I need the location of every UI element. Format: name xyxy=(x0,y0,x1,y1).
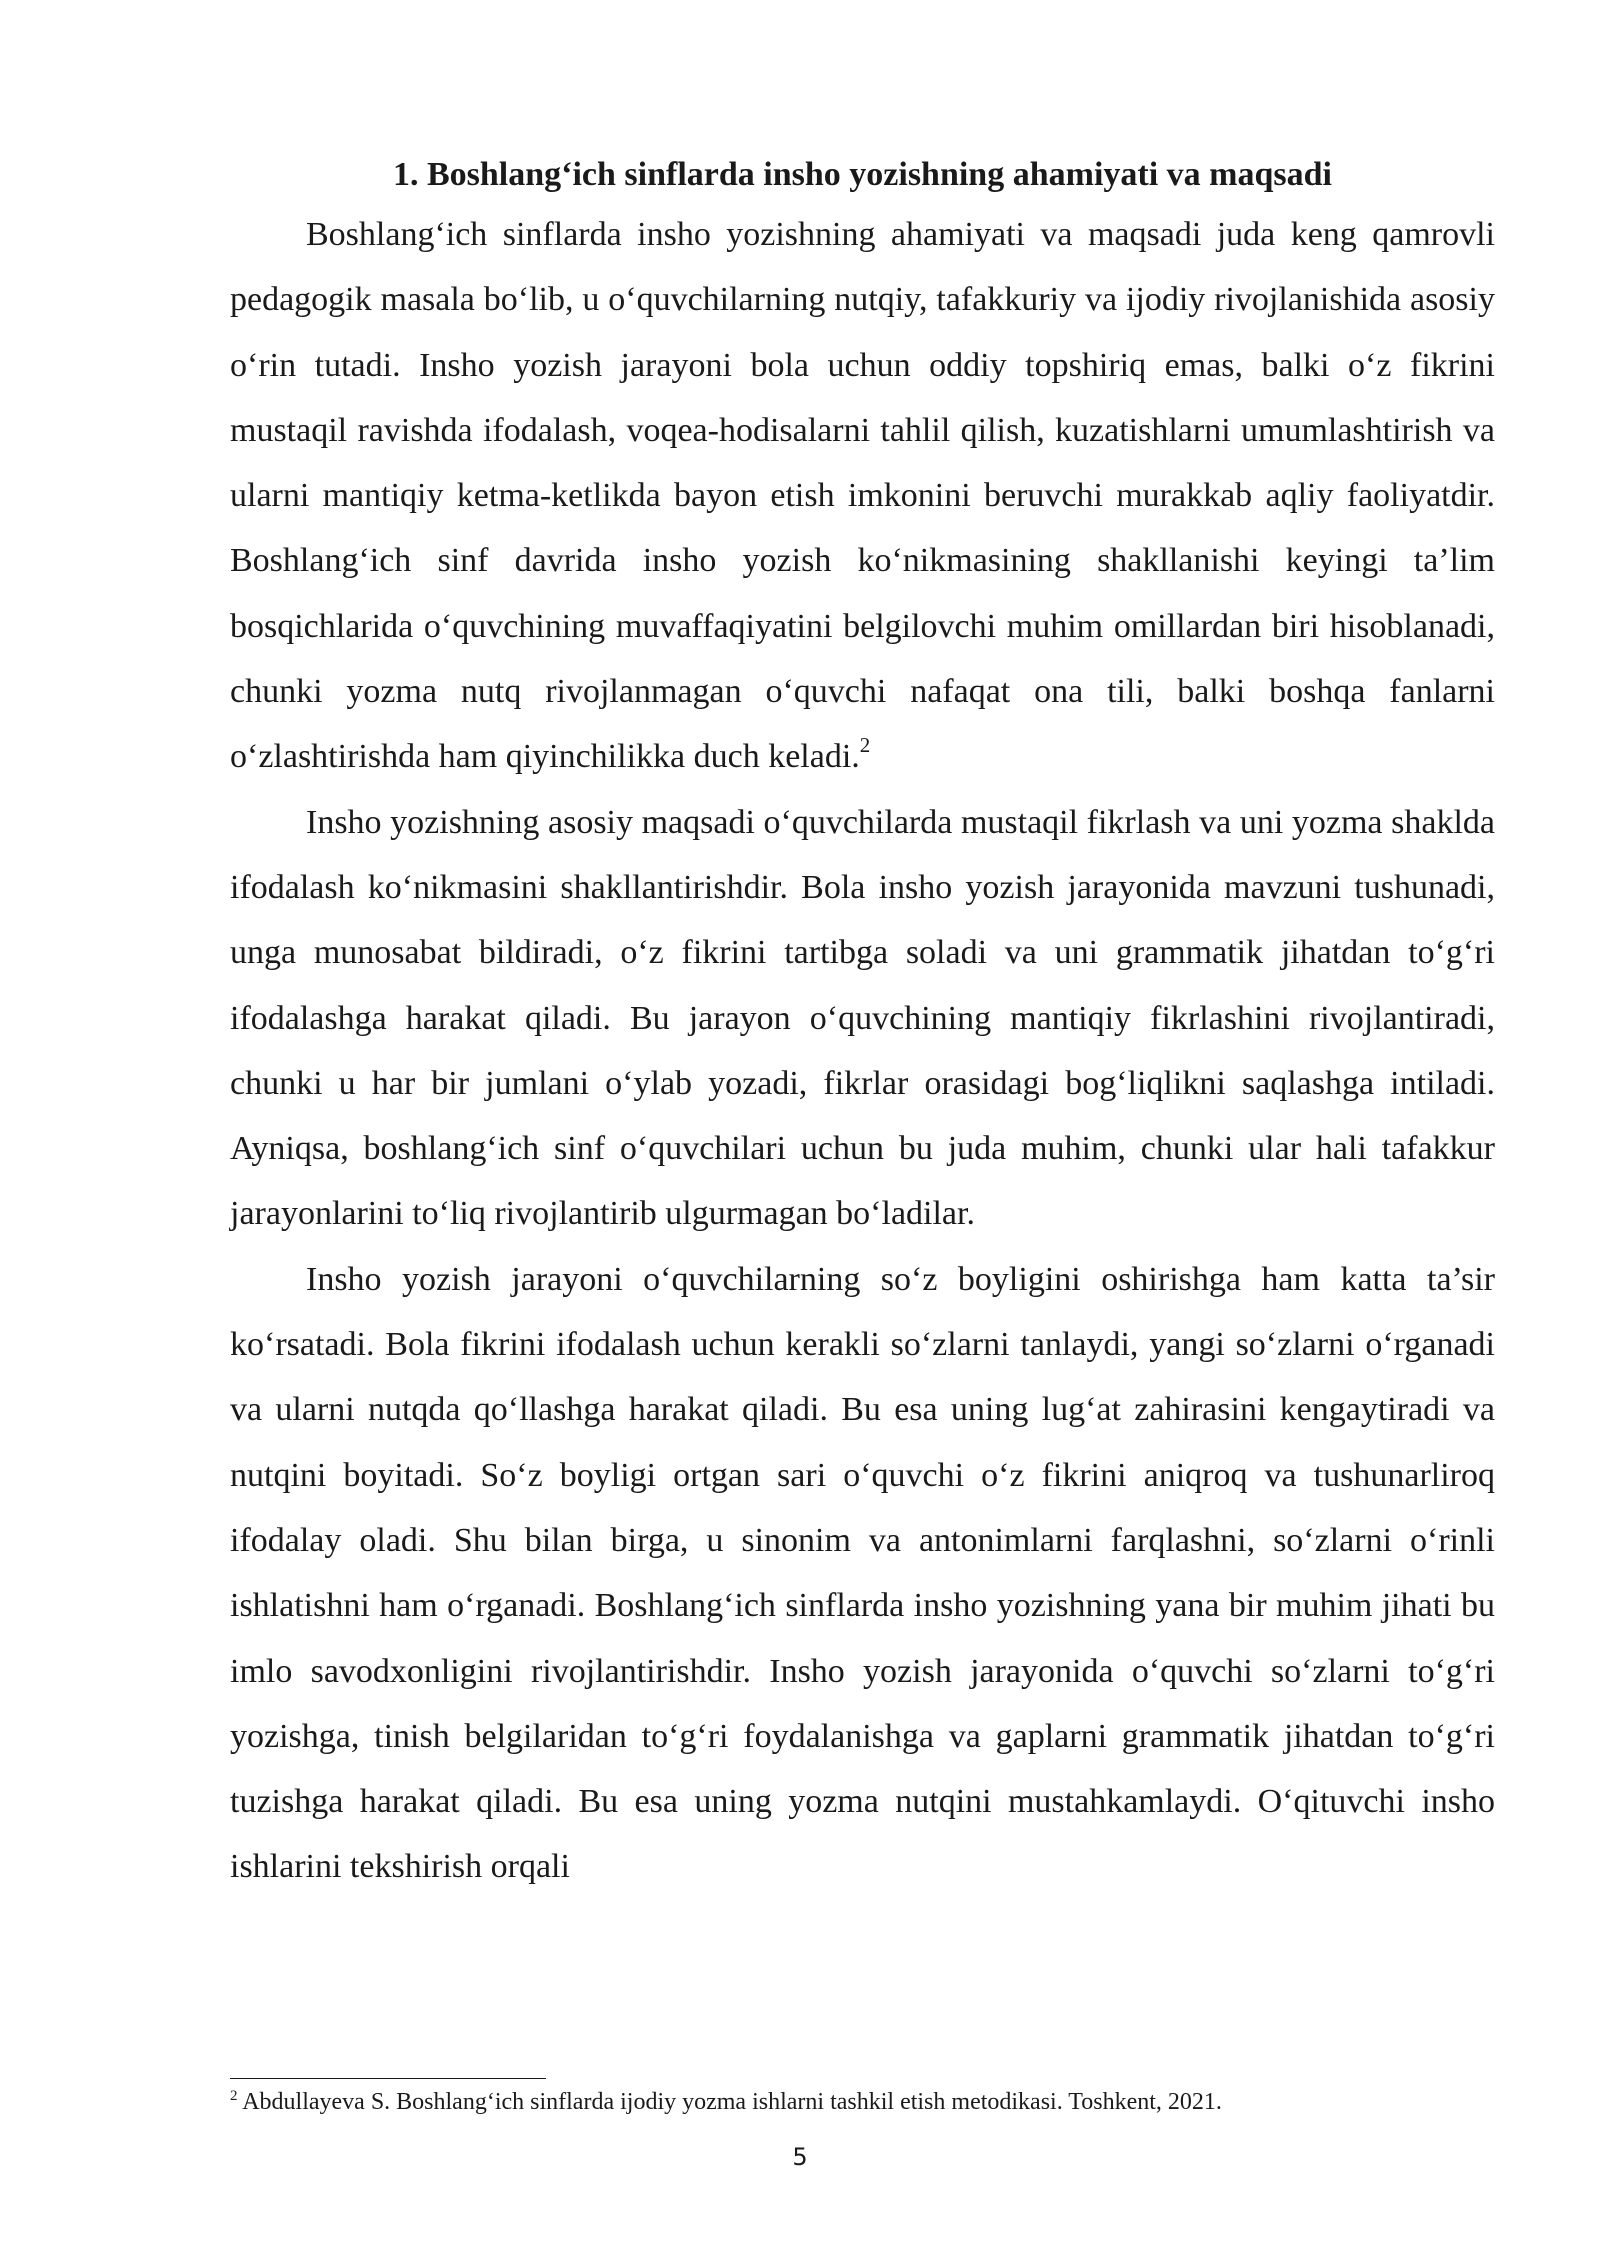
footnote-number: 2 xyxy=(230,2088,238,2104)
paragraph-1 xyxy=(230,202,1495,790)
paragraph-1-text: Boshlang‘ich sinflarda insho yozishning ahamiyati va maqsadi juda keng qamrovli pedagogik masala bo‘lib, u o‘quvchilarning nutqiy, tafakkuriy va ijodiy rivojlanishida asosiy o‘rin tutadi. Insho yozish jarayoni bola uchun oddiy topshiriq emas, balki o‘z fikrini mustaqil ravishda ifodalash, voqea-hodisalarni tahlil qilish, kuzatishlarni umumlashtirish va ularni mantiqiy ketma-ketlikda bayon etish imkonini beruvchi murakkab aqliy faoliyatdir. Boshlang‘ich sinf davrida insho yozish ko‘nikmasining shakllanishi keyingi ta’lim bosqichlarida o‘quvchining muvaffaqiyatini belgilovchi muhim omillardan biri hisoblanadi, chunki yozma nutq rivojlanmagan o‘quvchi nafaqat ona tili, balki boshqa fanlarni o‘zlashtirishda ham qiyinchilikka duch keladi. xyxy=(230,216,1495,776)
paragraph-2 xyxy=(230,790,1495,1247)
footnote xyxy=(230,2084,1495,2120)
footnote-reference[interactable]: 2 xyxy=(859,733,871,758)
section-heading: 1. Boshlang‘ich sinflarda insho yozishning ahamiyati va maqsadi xyxy=(392,156,1332,193)
footnote-text: Abdullayeva S. Boshlang‘ich sinflarda ijodiy yozma ishlarni tashkil etish metodikasi. Toshkent, 2021. xyxy=(242,2089,1222,2115)
paragraph-3 xyxy=(230,1247,1495,1900)
paragraph-2-text: Insho yozishning asosiy maqsadi o‘quvchilarda mustaqil fikrlash va uni yozma shaklda ifodalash ko‘nikmasini shakllantirishdir. Bola insho yozish jarayonida mavzuni tushunadi, unga munosabat bildiradi, o‘z fikrini tartibga soladi va uni grammatik jihatdan to‘g‘ri ifodalashga harakat qiladi. Bu jarayon o‘quvchining mantiqiy fikrlashini rivojlantiradi, chunki u har bir jumlani o‘ylab yozadi, fikrlar orasidagi bog‘liqlikni saqlashga intiladi. Ayniqsa, boshlang‘ich sinf o‘quvchilari uchun bu juda muhim, chunki ular hali tafakkur jarayonlarini to‘liq rivojlantirib ulgurmagan bo‘ladilar. xyxy=(230,803,1495,1233)
page-body xyxy=(230,148,1495,1900)
paragraph-3-text: Insho yozish jarayoni o‘quvchilarning so‘z boyligini oshirishga ham katta ta’sir ko‘rsatadi. Bola fikrini ifodalash uchun kerakli so‘zlarni tanlaydi, yangi so‘zlarni o‘rganadi va ularni nutqda qo‘llashga harakat qiladi. Bu esa uning lug‘at zahirasini kengaytiradi va nutqini boyitadi. So‘z boyligi ortgan sari o‘quvchi o‘z fikrini aniqroq va tushunarliroq ifodalay oladi. Shu bilan birga, u sinonim va antonimlarni farqlashni, so‘zlarni o‘rinli ishlatishni ham o‘rganadi. Boshlang‘ich sinflarda insho yozishning yana bir muhim jihati bu imlo savodxonligini rivojlantirishdir. Insho yozish jarayonida o‘quvchi so‘zlarni to‘g‘ri yozishga, tinish belgilaridan to‘g‘ri foydalanishga va gaplarni grammatik jihatdan to‘g‘ri tuzishga harakat qiladi. Bu esa uning yozma nutqini mustahkamlaydi. O‘qituvchi insho ishlarini tekshirish orqali xyxy=(230,1260,1495,1886)
page-number: 5 xyxy=(792,2143,808,2171)
footnote-separator xyxy=(230,2078,546,2079)
